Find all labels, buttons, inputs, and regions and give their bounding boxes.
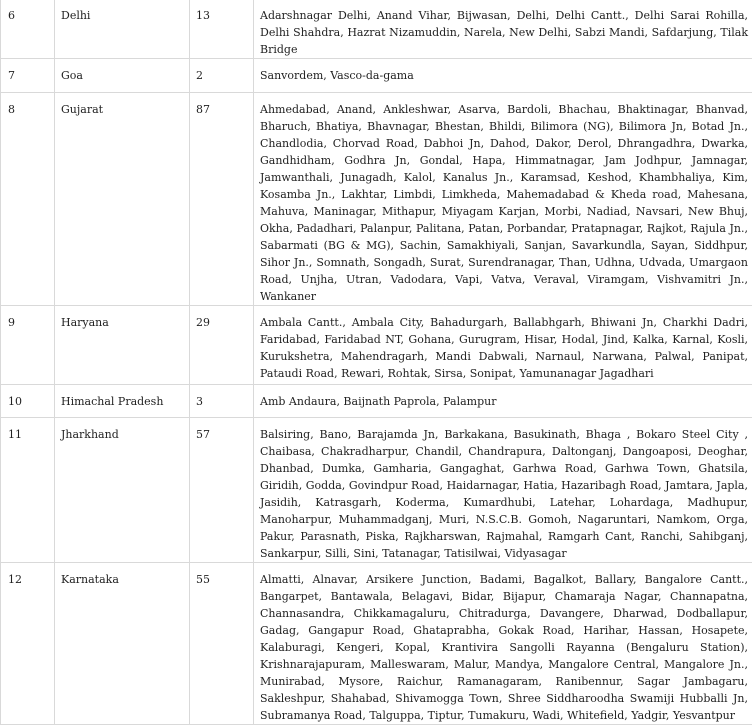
table-row — [1, 0, 752, 59]
row-number: 7 — [1, 59, 55, 93]
row-number: 12 — [1, 563, 55, 725]
station-list: Adarshnagar Delhi, Anand Vihar, Bijwasan, Delhi, Delhi Cantt., Delhi Sarai Rohilla, Delhi Shahdra, Hazrat Nizamuddin, Narela, New Delhi, Sabzi Mandi, Safdarjung, Tilak Bridge — [254, 0, 752, 59]
state-name: Goa — [55, 59, 190, 93]
station-count: 57 — [190, 418, 254, 563]
row-number: 6 — [1, 0, 55, 59]
table-row — [1, 385, 752, 418]
station-count: 13 — [190, 0, 254, 59]
row-number: 8 — [1, 93, 55, 306]
station-list: Ahmedabad, Anand, Ankleshwar, Asarva, Bardoli, Bhachau, Bhaktinagar, Bhanvad, Bharuch, Bhatiya, Bhavnagar, Bhestan, Bhildi, Bilimora (NG), Bilimora Jn, Botad Jn., Chandlodia, Chorvad Road, Dabhoi Jn, Dahod, Dakor, Derol, Dhrangadhra, Dwarka, Gandhidham, Godhra Jn, Gondal, Hapa, Himmatnagar, Jam Jodhpur, Jamnagar, Jamwanthali, Junagadh, Kalol, Kanalus Jn., Karamsad, Keshod, Khambhaliya, Kim, Kosamba Jn., Lakhtar, Limbdi, Limkheda, Mahemadabad & Kheda road, Mahesana, Mahuva, Maninagar, Mithapur, Miyagam Karjan, Morbi, Nadiad, Navsari, New Bhuj, Okha, Padadhari, Palanpur, Palitana, Patan, Porbandar, Pratapnagar, Rajkot, Rajula Jn., Sabarmati (BG & MG), Sachin, Samakhiyali, Sanjan, Savarkundla, Sayan, Siddhpur, Sihor Jn., Somnath, Songadh, Surat, Surendranagar, Than, Udhna, Udvada, Umargaon Road, Unjha, Utran, Vadodara, Vapi, Vatva, Veraval, Viramgam, Vishvamitri Jn., Wankaner — [254, 93, 752, 306]
state-name: Delhi — [55, 0, 190, 59]
state-name: Haryana — [55, 306, 190, 385]
station-list: Ambala Cantt., Ambala City, Bahadurgarh, Ballabhgarh, Bhiwani Jn, Charkhi Dadri, Faridabad, Faridabad NT, Gohana, Gurugram, Hisar, Hodal, Jind, Kalka, Karnal, Kosli, Kurukshetra, Mahendragarh, Mandi Dabwali, Narnaul, Narwana, Palwal, Panipat, Pataudi Road, Rewari, Rohtak, Sirsa, Sonipat, Yamunanagar Jagadhari — [254, 306, 752, 385]
table-row — [1, 306, 752, 385]
state-name: Jharkhand — [55, 418, 190, 563]
state-name: Gujarat — [55, 93, 190, 306]
table-row — [1, 93, 752, 306]
table-row — [1, 563, 752, 725]
station-count: 55 — [190, 563, 254, 725]
table-row — [1, 59, 752, 93]
station-list: Amb Andaura, Baijnath Paprola, Palampur — [254, 385, 752, 418]
station-list: Balsiring, Bano, Barajamda Jn, Barkakana, Basukinath, Bhaga , Bokaro Steel City , Chaibasa, Chakradharpur, Chandil, Chandrapura, Daltonganj, Dangoaposi, Deoghar, Dhanbad, Dumka, Gamharia, Gangaghat, Garhwa Road, Garhwa Town, Ghatsila, Giridih, Godda, Govindpur Road, Haidarnagar, Hatia, Hazaribagh Road, Jamtara, Japla, Jasidih, Katrasgarh, Koderma, Kumardhubi, Latehar, Lohardaga, Madhupur, Manoharpur, Muhammadganj, Muri, N.S.C.B. Gomoh, Nagaruntari, Namkom, Orga, Pakur, Parasnath, Piska, Rajkharswan, Rajmahal, Ramgarh Cant, Ranchi, Sahibganj, Sankarpur, Silli, Sini, Tatanagar, Tatisilwai, Vidyasagar — [254, 418, 752, 563]
station-count: 29 — [190, 306, 254, 385]
row-number: 9 — [1, 306, 55, 385]
table-row — [1, 418, 752, 563]
station-count: 87 — [190, 93, 254, 306]
row-number: 10 — [1, 385, 55, 418]
station-list: Sanvordem, Vasco-da-gama — [254, 59, 752, 93]
state-name: Himachal Pradesh — [55, 385, 190, 418]
row-number: 11 — [1, 418, 55, 563]
station-count: 2 — [190, 59, 254, 93]
state-name: Karnataka — [55, 563, 190, 725]
station-count: 3 — [190, 385, 254, 418]
station-list: Almatti, Alnavar, Arsikere Junction, Badami, Bagalkot, Ballary, Bangalore Cantt., Bangarpet, Bantawala, Belagavi, Bidar, Bijapur, Chamaraja Nagar, Channapatna, Channasandra, Chikkamagaluru, Chitradurga, Davangere, Dharwad, Dodballapur, Gadag, Gangapur Road, Ghataprabha, Gokak Road, Harihar, Hassan, Hosapete, Kalaburagi, Kengeri, Kopal, Krantivira Sangolli Rayanna (Bengaluru Station), Krishnarajapuram, Malleswaram, Malur, Mandya, Mangalore Central, Mangalore Jn., Munirabad, Mysore, Raichur, Ramanagaram, Ranibennur, Sagar Jambagaru, Sakleshpur, Shahabad, Shivamogga Town, Shree Siddharoodha Swamiji Hubballi Jn, Subramanya Road, Talguppa, Tiptur, Tumakuru, Wadi, Whitefield, Yadgir, Yesvantpur — [254, 563, 752, 725]
